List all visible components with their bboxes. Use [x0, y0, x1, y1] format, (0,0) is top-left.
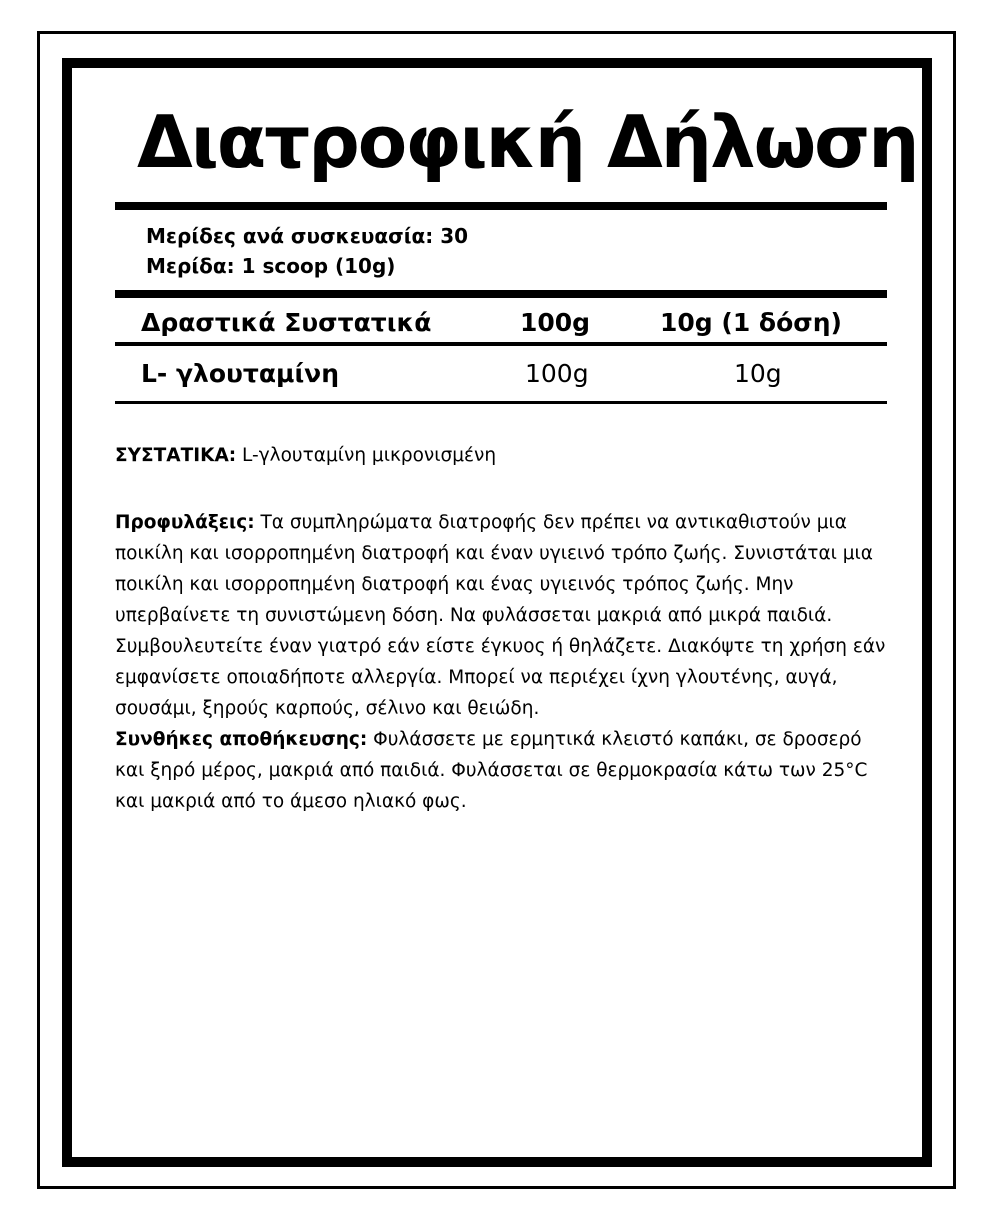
- table-cell-ingredient: L- γλουταμίνη: [141, 359, 340, 388]
- precautions-label: Προφυλάξεις:: [115, 512, 255, 533]
- page-title: Διατροφική Δήλωση: [137, 100, 918, 184]
- table-header-per-dose: 10g (1 δόση): [660, 308, 842, 337]
- ingredients-label: ΣΥΣΤΑΤΙΚΑ:: [115, 445, 237, 466]
- warnings-paragraph: [115, 507, 895, 817]
- servings-per-container: Μερίδες ανά συσκευασία: 30: [146, 224, 469, 248]
- table-bottom-divider: [115, 401, 887, 404]
- table-header-per-100g: 100g: [520, 308, 591, 337]
- storage-label: Συνθήκες αποθήκευσης:: [115, 729, 368, 750]
- table-header-ingredient: Δραστικά Συστατικά: [141, 308, 432, 337]
- table-top-divider: [115, 290, 887, 298]
- ingredients-paragraph: [115, 440, 895, 471]
- precautions-text: Τα συμπληρώματα διατροφής δεν πρέπει να αντικαθιστούν μια ποικίλη και ισορροπημένη διατροφή και έναν υγιεινό τρόπο ζωής. Συνιστάται μια ποικίλη και ισορροπημένη διατροφή και ένας υγιεινός τρόπος ζωής. Μην υπερβαίνετε τη συνιστώμενη δόση. Να φυλάσσεται μακριά από μικρά παιδιά. Συμβουλευτείτε έναν γιατρό εάν είστε έγκυος ή θηλάζετε. Διακόψτε τη χρήση εάν εμφανίσετε οποιαδήποτε αλλεργία. Μπορεί να περιέχει ίχνη γλουτένης, αυγά, σουσάμι, ξηρούς καρπούς, σέλινο και θειώδη.: [115, 512, 886, 719]
- table-cell-per-dose: 10g: [734, 359, 782, 388]
- storage-text: Φυλάσσετε με ερμητικά κλειστό καπάκι, σε δροσερό και ξηρό μέρος, μακριά από παιδιά. Φυλάσσεται σε θερμοκρασία κάτω των 25°C και μακριά από το άμεσο ηλιακό φως.: [115, 729, 868, 812]
- table-cell-per-100g: 100g: [525, 359, 589, 388]
- serving-size: Μερίδα: 1 scoop (10g): [146, 254, 396, 278]
- table-header-divider: [115, 342, 887, 346]
- title-divider: [115, 202, 887, 210]
- ingredients-text: L-γλουταμίνη μικρονισμένη: [236, 445, 497, 466]
